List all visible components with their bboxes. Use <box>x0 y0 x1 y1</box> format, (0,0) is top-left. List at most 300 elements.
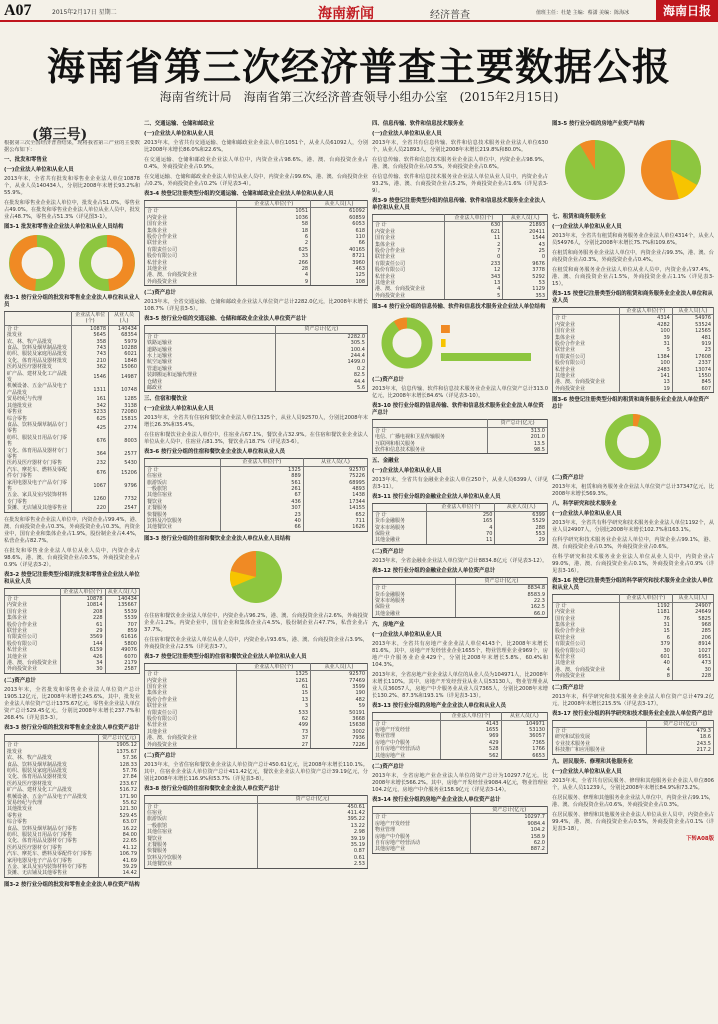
table-cell: 1051 <box>237 208 311 215</box>
table-header-cell: 企业法人单位(个) <box>619 595 672 602</box>
table-cell: 互联网和相关服务 <box>373 441 488 447</box>
table-header-row <box>145 201 368 208</box>
table-cell: 60859 <box>311 215 368 221</box>
table-cell: 15060 <box>109 364 140 370</box>
table-cell: 食品、饮料及烟草制品批发 <box>5 762 99 768</box>
table-cell: 889 <box>220 473 303 479</box>
table-row <box>373 720 548 727</box>
table-cell: 28 <box>237 266 311 272</box>
table-cell: 35.19 <box>258 842 368 848</box>
table-cell: 1438 <box>303 492 367 498</box>
table-cell: 机械设备、五金产品及电子产品批发 <box>5 794 99 800</box>
paragraph: 在租赁和商务服务业企业法人单位从业人员中，内资企业占97.4%，港、澳、台商投资企业占1.5%，外商投资企业占1.1%（详见表3-15）。 <box>552 267 714 287</box>
table-cell: 5539 <box>105 609 139 615</box>
table-cell: 1905.12 <box>99 742 140 749</box>
table-cell: 266 <box>237 260 311 266</box>
table-cell: 贸易经纪与代理 <box>5 396 72 402</box>
table-cell: 其他企业 <box>553 373 620 379</box>
table-cell: 228 <box>672 673 713 680</box>
table-header-cell: 从业人员(人) <box>311 201 368 208</box>
table-cell: 18 <box>237 228 311 234</box>
table-header-row <box>5 588 140 595</box>
table-title: 表3-9 按登记注册类型分组的信息传输、软件和信息技术服务业企业法人单位和从业人员 <box>372 198 546 211</box>
paragraph: 在交通运输、仓储和邮政业企业法人单位中，内资企业占98.6%，港、澳、台商投资企业占0.4%，外商投资企业占0.9%。 <box>144 157 368 170</box>
table-header-cell: 资产总计(亿元) <box>488 420 548 427</box>
table-cell: 合 计 <box>373 427 488 434</box>
table-cell: 305.5 <box>275 340 367 346</box>
table-cell: 1848 <box>109 358 140 364</box>
table-cell: 10878 <box>72 325 109 332</box>
table-cell: 集体企业 <box>145 690 237 696</box>
table-title: 表3-15 按登记注册类型分组的租赁和商务服务业企业法人单位和从业人员 <box>552 291 713 304</box>
table-cell: 499 <box>237 722 311 728</box>
table-row <box>145 803 368 810</box>
table-cell: 5539 <box>105 615 139 621</box>
table-title: 表3-13 按行业分组的房地产业企业法人单位和从业人员 <box>372 703 506 710</box>
table-cell: 家用电器及电子产品专门零售 <box>5 858 99 864</box>
table-cell: 12 <box>445 267 503 273</box>
table-cell: 73 <box>237 729 311 735</box>
table-cell: 股份有限公司 <box>553 648 620 654</box>
masthead <box>0 0 718 22</box>
table-cell: 私营企业 <box>553 654 620 660</box>
table-header-cell: 资产总计(亿元) <box>647 720 714 727</box>
paragraph: 在居民服务、修理和其他服务业企业法人单位从业人员中，内资企业占99.4%，港、澳、台商投资企业占0.5%，外商投资企业占0.1%（详见表3-18）。 <box>552 811 714 832</box>
table-row <box>373 537 548 544</box>
table-cell: 561 <box>220 480 303 486</box>
table-title: 表3-4 按登记注册类型分组的交通运输、仓储和邮政业企业法人单位和从业人员 <box>144 191 334 197</box>
table-cell: 40 <box>619 660 672 666</box>
table-cell: 54976 <box>672 315 713 322</box>
table-cell: 联营企业 <box>373 254 445 260</box>
table-cell: 4282 <box>619 322 672 328</box>
table-cell: 707 <box>105 622 139 628</box>
table-cell: 一般旅馆 <box>145 486 221 492</box>
table-row <box>373 753 548 760</box>
table-cell: 20411 <box>503 229 548 235</box>
table-cell: 481 <box>672 335 713 341</box>
issue-date: 2015年2月17日 星期二 <box>52 9 117 16</box>
table-3-4 <box>144 200 368 286</box>
table-header-cell <box>145 663 237 670</box>
table-cell: 10297.7 <box>471 814 548 821</box>
table-cell: 1655 <box>441 727 501 733</box>
table-header-cell: 资产总计(亿元) <box>99 734 140 741</box>
table-cell: 有限责任公司 <box>5 634 61 640</box>
table-cell: 63.07 <box>99 819 140 825</box>
donut-chart-3-4 <box>375 313 545 373</box>
table-row <box>373 293 548 300</box>
table-cell: 15638 <box>311 722 368 728</box>
table-cell: 纺织、服装及家庭用品批发 <box>5 351 72 357</box>
table-cell: 1384 <box>619 354 672 360</box>
paragraph: 2013年末，全省批发和零售业企业法人单位资产总计1905.12亿元，比2008年末增长245.6%。其中，批发业企业法人单位资产总计1375.67亿元，零售业企业法人单位资产总计529.45亿元，分别比2008年末增长237.7%和268.4%（详见表3-3）。 <box>4 686 140 721</box>
paragraph: 在住宿和餐饮业企业法人单位从业人员中，内资企业占93.6%，港、澳、台商投资企业占3.9%，外商投资企业占2.5%（详见表3-7）。 <box>144 636 368 650</box>
table-cell: 纺织、服装及日用品专门零售 <box>5 435 72 448</box>
table-cell: 41.12 <box>99 845 140 851</box>
table-header-row <box>553 308 714 315</box>
table-cell: 食品、饮料及烟草制品批发 <box>5 345 72 351</box>
table-cell: 国有企业 <box>145 684 237 690</box>
table-cell: 5 <box>445 293 503 300</box>
table-cell: 61 <box>60 622 105 628</box>
table-cell: 合 计 <box>373 720 441 727</box>
subsection-heading: (二)资产总计 <box>372 377 404 384</box>
table-cell: 411.42 <box>258 810 368 816</box>
table-cell: 1181 <box>619 609 672 615</box>
table-row <box>5 851 140 857</box>
table-cell: 288 <box>495 525 548 531</box>
paragraph: 2013年末，全省共有住宿和餐饮业企业法人单位1325个，从业人员92570人，分别比2008年末增长26.3%和35.4%。 <box>144 415 368 429</box>
intro-text: 根据第三次全国经济普查结果，现将我省第三产业的主要数据公布如下： <box>4 140 140 153</box>
table-cell: 13 <box>237 697 311 703</box>
table-cell: 港、澳、台商投资企业 <box>145 735 237 741</box>
table-header-cell <box>5 588 61 595</box>
table-cell: 887.2 <box>471 846 548 853</box>
table-cell: 676 <box>72 435 109 448</box>
table-header-cell <box>553 595 620 602</box>
table-cell: 425 <box>72 422 109 435</box>
table-cell: 233.67 <box>99 781 140 787</box>
table-cell: 2 <box>237 240 311 246</box>
table-cell: 外商投资企业 <box>145 279 237 286</box>
table-cell: 矿产品、建材及化工产品批发 <box>5 787 99 793</box>
table-row <box>373 611 548 618</box>
subsection-heading: (一)企业法人单位和从业人员 <box>372 632 442 639</box>
table-cell: 批发业 <box>5 332 72 338</box>
table-cell: 3778 <box>503 267 548 273</box>
table-cell: 171.90 <box>99 794 140 800</box>
table-header-row <box>373 420 548 427</box>
table-title: 表3-12 按行业分组的金融业企业法人单位资产总计 <box>372 567 496 574</box>
table-cell: 14155 <box>303 505 367 511</box>
donut-slice-retail-staff <box>107 241 129 285</box>
table-cell: 57.76 <box>99 768 140 774</box>
table-cell: 859 <box>105 628 139 634</box>
table-cell: 58 <box>237 221 311 227</box>
paragraph: 在科学研究和技术服务业企业法人单位中，内资企业占99.1%，港、澳、台商投资企业占0.3%，外商投资企业占0.6%。 <box>552 537 714 551</box>
table-cell: 30 <box>619 648 672 654</box>
table-cell: 15 <box>237 690 311 696</box>
subsection-heading: (一)企业法人单位和从业人员 <box>4 167 74 173</box>
table-header-cell: 从业人员(人) <box>303 459 367 466</box>
table-cell: 528 <box>441 746 501 752</box>
table-cell: 17344 <box>303 499 367 505</box>
table-row <box>5 794 140 800</box>
table-cell: 合 计 <box>145 333 276 340</box>
subsection-name: 经济普查 <box>430 10 470 21</box>
table-cell: 353 <box>503 293 548 300</box>
table-cell: 1311 <box>72 383 109 396</box>
table-cell: 244.4 <box>275 353 367 359</box>
table-cell: 其他企业 <box>5 654 61 660</box>
table-3-14 <box>372 806 548 854</box>
table-cell: 货摊、无店铺及其他零售业 <box>5 505 72 512</box>
table-header-cell: 从业人员(人) <box>495 504 548 511</box>
table-header-cell: 企业法人单位(个) <box>619 308 672 315</box>
table-cell: 358 <box>72 339 109 345</box>
table-cell: 邮政业 <box>145 385 276 392</box>
donut-slice-telecom <box>397 323 407 326</box>
table-cell: 其他房地产业 <box>373 753 441 760</box>
table-cell: 562 <box>441 753 501 760</box>
table-cell: 0.87 <box>258 848 368 854</box>
table-cell: 管道运输业 <box>145 366 276 372</box>
table-cell: 5292 <box>503 274 548 280</box>
table-cell: 3569 <box>60 634 105 640</box>
table-cell: 30 <box>60 666 105 673</box>
table-cell: 4 <box>445 286 503 292</box>
table-cell: 652 <box>303 512 367 518</box>
table-cell: 五金、家具及室内装饰材料专门零售 <box>5 864 99 870</box>
table-cell: 1499.0 <box>275 359 367 365</box>
table-header-cell: 企业法人单位(个) <box>220 459 303 466</box>
paragraph: 2013年末，全省交通运输、仓储和邮政业企业法人单位资产总计2282.0亿元，比2008年末增长108.7%（详见表3-5）。 <box>144 299 368 313</box>
table-header-cell: 从业人员(人) <box>672 595 713 602</box>
table-cell: 144 <box>60 641 105 647</box>
table-cell: 联营企业 <box>553 347 620 353</box>
table-cell: 股份有限公司 <box>5 641 61 647</box>
table-header-cell <box>553 308 620 315</box>
paragraph: 2013年末，全省共有金融业企业法人单位250个，从业人员6399人（详见表3-11）。 <box>372 477 548 491</box>
table-cell: 362 <box>72 364 109 370</box>
table-header-cell: 企业法人单位(个) <box>60 588 105 595</box>
table-cell: 4143 <box>441 720 501 727</box>
table-cell: 140434 <box>109 325 140 332</box>
table-cell: 6053 <box>311 221 368 227</box>
table-header-cell <box>5 734 99 741</box>
table-cell: 206 <box>672 635 713 641</box>
paragraph: 在批发和零售业企业法人单位中，内资企业占99.4%，港、澳、台商投资企业占0.3%，外商投资企业占0.3%。内资企业中，国有企业和集体企业占1.9%，股份制企业占4.4%，私营企业占82.7%。 <box>4 516 140 544</box>
table-row <box>145 385 368 392</box>
table-3-9 <box>372 214 548 300</box>
table-cell: 10748 <box>109 383 140 396</box>
table-cell: 汽车、摩托车、燃料及零配件专门零售 <box>5 467 72 480</box>
subsection-heading: (一)企业法人单位和从业人员 <box>372 468 442 475</box>
table-cell: 22.3 <box>455 598 547 604</box>
table-header-cell: 企业法人单位(个) <box>441 713 501 720</box>
table-cell: 科技推广和应用服务业 <box>553 747 647 754</box>
table-cell: 31 <box>619 341 672 347</box>
table-cell: 77469 <box>311 678 368 684</box>
page-headline: 海南省第三次经济普查主要数据公报 <box>46 44 671 89</box>
table-3-6 <box>144 458 368 531</box>
table-cell: 1325 <box>220 466 303 473</box>
figure-title: 图3-5 按行业分组的房地产业资产结构 <box>552 121 645 127</box>
table-header-cell <box>373 577 456 584</box>
table-cell: 4314 <box>619 315 672 322</box>
figure-title: 图3-1 批发和零售业企业法人单位和从业人员结构 <box>4 224 124 230</box>
table-header-cell <box>553 720 647 727</box>
table-cell: 保险业 <box>373 604 456 610</box>
table-cell: 专业技术服务业 <box>553 741 647 747</box>
table-cell: 股份有限公司 <box>145 253 237 259</box>
table-header-cell: 从业人员(人) <box>109 312 140 326</box>
continued-note[interactable]: 下转A08版 <box>686 835 714 842</box>
table-row <box>145 742 368 749</box>
table-cell: 4893 <box>303 486 367 492</box>
table-cell: 11 <box>427 537 495 544</box>
table-header-cell: 从业人员(人) <box>501 713 547 720</box>
table-cell: 7365 <box>501 740 547 746</box>
table-cell: 12565 <box>672 328 713 334</box>
table-cell: 364 <box>72 448 109 461</box>
table-cell: 合 计 <box>5 325 72 332</box>
table-row <box>145 524 368 531</box>
table-header-row <box>145 326 368 333</box>
table-header-cell <box>145 459 221 466</box>
table-title: 表3-8 按行业分组的住宿和餐饮业企业法人单位资产总计 <box>144 786 280 793</box>
table-cell: 集体企业 <box>553 335 620 341</box>
table-cell: 2337 <box>672 360 713 366</box>
pie-chart-3-3 <box>156 545 356 609</box>
table-cell: 内资企业 <box>5 602 61 608</box>
table-cell: 711 <box>303 518 367 524</box>
table-cell: 201.0 <box>488 434 548 440</box>
paragraph: 在住宿和餐饮业企业法人单位中，内资企业占96.2%，港、澳、台商投资企业占2.6%，外商投资企业占1.2%。内资企业中，国有企业和集体企业占4.5%，股份制企业占47.7%，私营企业占37.7%。 <box>144 612 368 633</box>
table-cell: 479.3 <box>647 727 714 734</box>
section-heading: 九、居民服务、修理和其他服务业 <box>552 758 633 765</box>
paragraph: 2013年末，全省共有租赁和商务服务业企业法人单位4314个，从业人员54976人，分别比2008年末增长75.7%和109.6%。 <box>552 233 714 246</box>
table-cell: 307 <box>220 505 303 511</box>
table-row <box>373 447 548 454</box>
table-cell: 125 <box>311 272 368 278</box>
table-title: 表3-5 按行业分组的交通运输、仓储和邮政业企业法人单位资产总计 <box>144 316 307 323</box>
table-cell: 1375.67 <box>99 749 140 755</box>
table-cell: 房地产中介服务 <box>373 834 471 840</box>
table-title: 表3-2 按登记注册类型分组的批发和零售业企业法人单位和从业人员 <box>4 571 140 585</box>
table-row <box>5 870 140 877</box>
table-cell: 62 <box>237 716 311 722</box>
table-cell: 国有企业 <box>553 328 620 334</box>
table-cell: 37 <box>237 735 311 741</box>
table-cell: 13 <box>619 379 672 385</box>
table-header-cell: 企业法人单位(个) <box>445 215 503 222</box>
table-cell: 436 <box>220 499 303 505</box>
table-cell: 7936 <box>311 735 368 741</box>
table-cell: 6070 <box>105 654 139 660</box>
table-title: 表3-11 按行业分组的金融业企业法人单位和从业人员 <box>372 494 501 501</box>
table-cell: 股份有限公司 <box>553 360 620 366</box>
table-cell: 内资企业 <box>145 215 237 221</box>
table-cell: 261 <box>220 486 303 492</box>
table-cell: 66.0 <box>455 611 547 618</box>
table-cell: 41.69 <box>99 858 140 864</box>
table-cell: 联营企业 <box>553 635 620 641</box>
table-cell: 243.5 <box>647 741 714 747</box>
table-cell: 13074 <box>672 367 713 373</box>
table-cell: 135667 <box>105 602 139 608</box>
table-cell: 合 计 <box>145 671 237 678</box>
table-cell: 文化、体育用品及器材批发 <box>5 774 99 780</box>
table-cell: 108 <box>311 279 368 286</box>
table-header-cell <box>373 215 445 222</box>
table-cell: 429 <box>441 740 501 746</box>
table-cell: 3002 <box>311 729 368 735</box>
table-cell: 综合零售 <box>5 416 72 422</box>
table-cell: 综合零售 <box>5 819 99 825</box>
table-cell: 8914 <box>672 641 713 647</box>
bar-group-3-4 <box>441 325 531 361</box>
table-cell: 625 <box>237 247 311 253</box>
table-cell: 70 <box>427 531 495 537</box>
table-cell: 1036 <box>237 215 311 221</box>
table-header-cell: 资产总计(亿元) <box>471 807 548 814</box>
section-heading: 八、科学研究和技术服务业 <box>552 501 617 508</box>
table-header-cell <box>373 713 441 720</box>
table-cell: 股份合作企业 <box>553 341 620 347</box>
table-row <box>5 435 140 448</box>
table-cell: 8834.8 <box>455 585 547 592</box>
table-cell: 39.29 <box>99 864 140 870</box>
table-cell: 6 <box>237 234 311 240</box>
table-cell: 31 <box>619 622 672 628</box>
table-header-row <box>373 215 548 222</box>
table-cell: 快餐服务 <box>145 512 221 518</box>
table-cell: 59 <box>311 703 368 709</box>
table-cell: 资本市场服务 <box>373 598 456 604</box>
table-cell: 72080 <box>109 409 140 415</box>
table-cell: 84.00 <box>99 832 140 838</box>
table-row <box>5 505 140 512</box>
section-heading: 四、信息传输、软件和信息技术服务业 <box>372 121 464 127</box>
table-cell: 250 <box>427 511 495 518</box>
paragraph: 2013年末，全省共有批发和零售业企业法人单位10878个，从业人员140434人，分别比2008年末增长93.2%和55.9%。 <box>4 176 140 196</box>
table-cell: 其他批发业 <box>5 806 99 812</box>
table-cell: 国有企业 <box>553 616 620 622</box>
table-cell: 529.45 <box>99 813 140 819</box>
table-cell: 3960 <box>311 260 368 266</box>
table-cell: 743 <box>72 351 109 357</box>
table-cell: 食品、饮料及烟草制品专门零售 <box>5 422 72 435</box>
table-cell: 100 <box>619 360 672 366</box>
table-cell: 正餐服务 <box>145 842 258 848</box>
table-row <box>5 492 140 505</box>
table-cell: 13.22 <box>258 823 368 829</box>
table-cell: 2774 <box>109 422 140 435</box>
table-cell: 其他住宿业 <box>145 492 221 498</box>
table-cell: 货摊、无店铺及其他零售业 <box>5 870 99 877</box>
table-cell: 15 <box>619 628 672 634</box>
table-row <box>5 467 140 480</box>
table-cell: 27.84 <box>99 774 140 780</box>
table-cell: 合 计 <box>373 585 456 592</box>
table-cell: 合 计 <box>553 727 647 734</box>
table-row <box>5 325 140 332</box>
table-cell: 106.79 <box>99 851 140 857</box>
table-row <box>553 602 714 609</box>
table-row <box>145 333 368 340</box>
table-cell: 450.61 <box>258 803 368 810</box>
table-row <box>5 422 140 435</box>
paragraph: 在科学研究和技术服务业企业法人单位从业人员中，内资企业占99.0%，港、澳、台商投资企业占0.1%，外商投资企业占0.9%（详见表3-16）。 <box>552 554 714 575</box>
table-cell: 0 <box>445 254 503 260</box>
table-cell: 私营企业 <box>553 367 620 373</box>
table-cell: 210 <box>72 358 109 364</box>
table-title: 表3-1 按行业分组的批发和零售业企业法人单位和从业人员 <box>4 295 140 308</box>
table-cell: 农、林、牧产品批发 <box>5 339 72 345</box>
table-header-row <box>553 595 714 602</box>
table-header-cell: 从业人员(人) <box>503 215 548 222</box>
table-cell: 50191 <box>311 710 368 716</box>
table-3-13 <box>372 712 548 760</box>
table-cell: 9676 <box>503 261 548 267</box>
table-cell: 10814 <box>60 602 105 608</box>
table-cell: 8583.9 <box>455 592 547 598</box>
table-cell: 1192 <box>619 602 672 609</box>
table-cell: 1626 <box>303 524 367 531</box>
table-cell: 2 <box>445 242 503 248</box>
